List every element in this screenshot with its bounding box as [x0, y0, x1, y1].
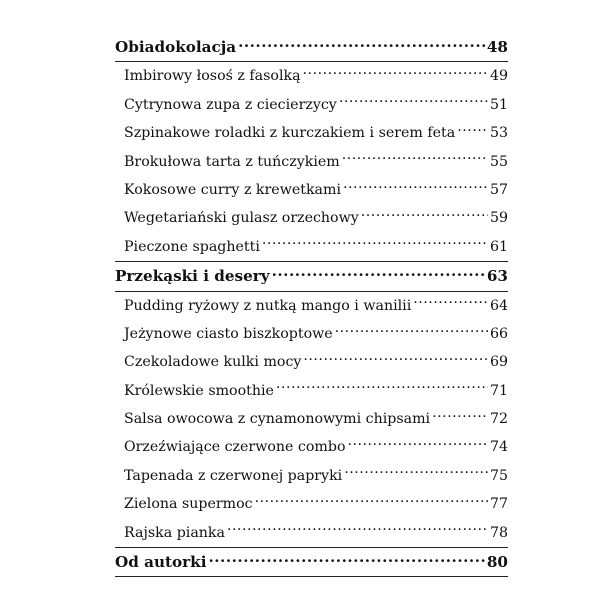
toc-page: 57: [489, 181, 508, 198]
toc-entry: [115, 348, 508, 376]
toc-title: Przekąski i desery: [115, 267, 270, 286]
toc-page: 66: [489, 325, 508, 342]
toc-entry: [115, 292, 508, 320]
toc-page: 53: [489, 125, 508, 142]
dot-leader: [262, 237, 488, 251]
toc-entry: [115, 176, 508, 204]
dot-leader: [342, 152, 488, 166]
toc-page: 55: [489, 153, 508, 170]
toc-title: Szpinakowe roladki z kurczakiem i serem feta: [124, 125, 456, 142]
toc-page: 72: [489, 411, 508, 428]
dot-leader: [272, 267, 485, 281]
toc-title: Cytrynowa zupa z ciecierzycy: [124, 96, 337, 113]
toc-title: Od autorki: [115, 553, 207, 572]
toc-page: 74: [489, 439, 508, 456]
dot-leader: [303, 352, 488, 366]
dot-leader: [238, 38, 485, 52]
toc-page: 59: [489, 210, 508, 227]
toc-page: 75: [489, 467, 508, 484]
toc-title: Wegetariański gulasz orzechowy: [124, 210, 359, 227]
toc-page: 71: [489, 382, 508, 399]
toc-entry: [115, 204, 508, 232]
toc-page: 49: [489, 68, 508, 85]
dot-leader: [303, 66, 488, 80]
toc-entry: [115, 490, 508, 518]
toc-title: Tapenada z czerwonej papryki: [124, 467, 343, 484]
dot-leader: [343, 180, 488, 194]
toc-section: [115, 262, 508, 290]
toc-title: Czekoladowe kulki mocy: [124, 354, 302, 371]
toc-page: 77: [489, 496, 508, 513]
dot-leader: [255, 494, 488, 508]
dot-leader: [348, 437, 488, 451]
toc-title: Pieczone spaghetti: [124, 238, 260, 255]
dot-leader: [432, 409, 488, 423]
toc-entry: [115, 433, 508, 461]
toc-title: Obiadokolacja: [115, 38, 237, 56]
separator-line: [115, 576, 508, 577]
toc-title: Orzeźwiające czerwone combo: [124, 439, 346, 456]
dot-leader: [227, 523, 488, 537]
toc-page: 61: [489, 238, 508, 255]
toc-title: Pudding ryżowy z nutką mango i wanilii: [124, 297, 412, 314]
toc-title: Królewskie smoothie: [124, 382, 274, 399]
toc-page: 48: [486, 38, 508, 56]
toc-page: 69: [489, 354, 508, 371]
toc-entry: [115, 62, 508, 90]
toc-title: Rajska pianka: [124, 524, 225, 541]
toc-title: Zielona supermoc: [124, 496, 253, 513]
toc-section: [115, 548, 508, 576]
toc-page: 64: [489, 297, 508, 314]
toc-entry: [115, 148, 508, 176]
dot-leader: [276, 381, 488, 395]
toc-title: Kokosowe curry z krewetkami: [124, 181, 341, 198]
toc-entry: [115, 405, 508, 433]
toc-title: Imbirowy łosoś z fasolką: [124, 68, 301, 85]
toc-page: 51: [489, 96, 508, 113]
toc-section: [115, 33, 508, 61]
toc-entry: [115, 377, 508, 405]
toc-page: 63: [486, 267, 508, 286]
toc-entry: [115, 519, 508, 547]
table-of-contents: [115, 33, 508, 577]
toc-entry: [115, 119, 508, 147]
toc-entry: [115, 320, 508, 348]
dot-leader: [208, 553, 484, 567]
dot-leader: [457, 123, 488, 137]
dot-leader: [361, 208, 488, 222]
toc-page: 80: [486, 553, 508, 572]
dot-leader: [344, 466, 488, 480]
toc-entry: [115, 462, 508, 490]
toc-title: Brokułowa tarta z tuńczykiem: [124, 153, 340, 170]
toc-page: 78: [489, 524, 508, 541]
toc-title: Jeżynowe ciasto biszkoptowe: [124, 325, 333, 342]
dot-leader: [413, 296, 488, 310]
dot-leader: [339, 95, 488, 109]
dot-leader: [335, 324, 488, 338]
toc-entry: [115, 233, 508, 261]
toc-title: Salsa owocowa z cynamonowymi chipsami: [124, 411, 431, 428]
toc-entry: [115, 91, 508, 119]
